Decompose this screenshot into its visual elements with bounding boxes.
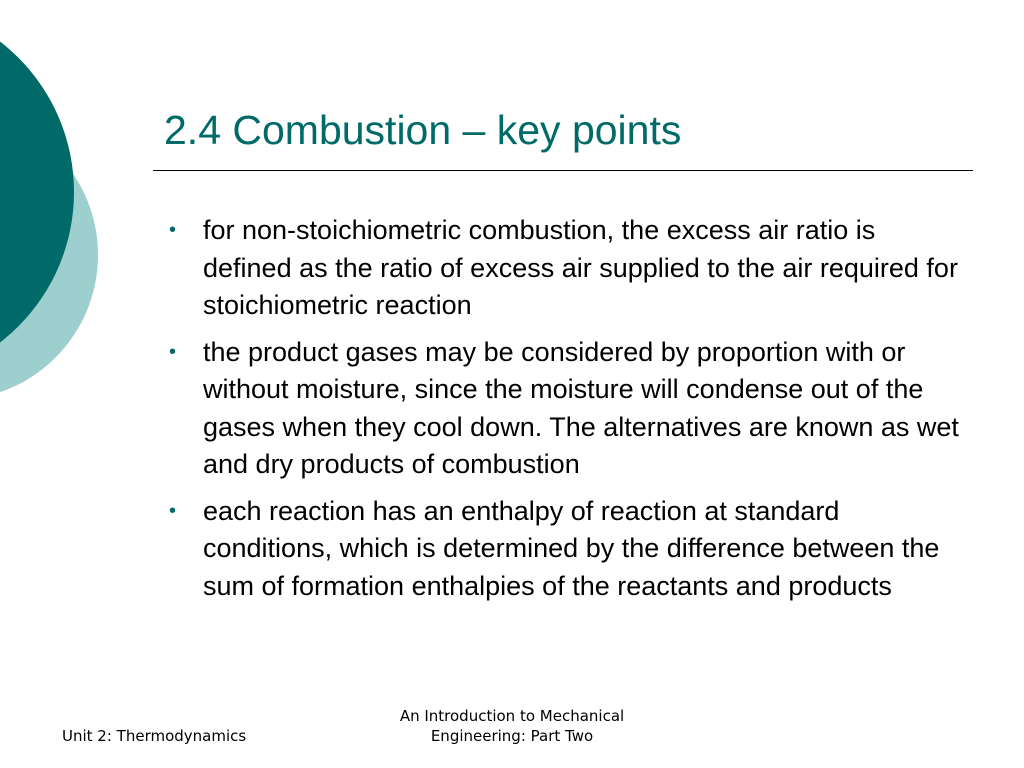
bullet-item — [160, 493, 960, 606]
bullet-icon: • — [169, 499, 177, 522]
bullet-text: each reaction has an enthalpy of reaction at standard conditions, which is determined by the difference between the sum of formation enthalpies of the reactants and products — [203, 495, 940, 601]
footer-course-title — [362, 706, 662, 746]
bullet-icon: • — [169, 219, 177, 241]
footer-unit-label: Unit 2: Thermodynamics — [62, 727, 247, 745]
bullet-text: for non-stoichiometric combustion, the excess air ratio is defined as the ratio of excess air supplied to the air required for stoichiometric reaction — [203, 215, 958, 320]
footer-course-title-line2: Engineering: Part Two — [430, 727, 594, 745]
bullet-icon: • — [169, 340, 177, 363]
slide-title: 2.4 Combustion – key points — [164, 107, 682, 153]
bullet-text: the product gases may be considered by proportion with or without moisture, since the moisture will condense out of the gases when they cool down. The alternatives are known as wet and dry products of combustion — [203, 336, 959, 479]
bullet-item — [160, 334, 960, 484]
footer-course-title-line1: An Introduction to Mechanical — [399, 707, 625, 725]
bullet-list — [160, 212, 960, 614]
title-divider — [153, 170, 973, 171]
bullet-item — [160, 212, 960, 325]
